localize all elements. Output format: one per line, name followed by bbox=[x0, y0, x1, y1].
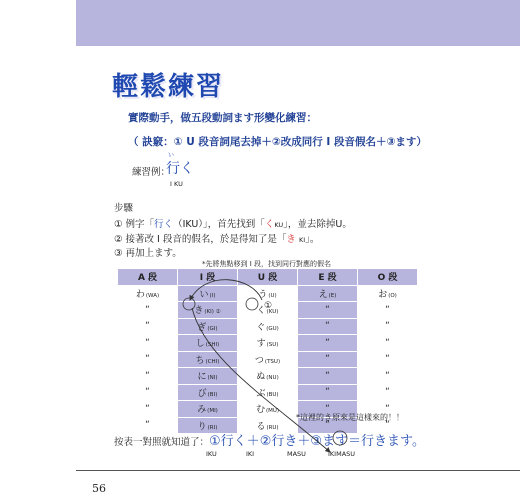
result-part-2: ②行き bbox=[259, 434, 298, 449]
kana: ぎ bbox=[197, 322, 207, 333]
step-1-text-f: 」，並去除掉U。 bbox=[283, 219, 352, 230]
result-romaji-1: IKU bbox=[206, 450, 217, 458]
romaji: (BI) bbox=[207, 391, 218, 398]
result-part-4: 行きます。 bbox=[361, 434, 425, 449]
step-2-text-a: ② 接著改 I 段音的假名，於是得知了是「 bbox=[114, 234, 287, 245]
kana: お bbox=[378, 289, 388, 300]
result-romaji-4: IKIMASU bbox=[328, 450, 356, 458]
result-circle-ki bbox=[333, 431, 347, 445]
romaji: (GI) bbox=[207, 325, 218, 332]
formula-text: （ 訣竅：① U 段音詞尾去掉＋②改成同行 I 段音假名＋③ます） bbox=[128, 136, 427, 148]
kana: ぬ bbox=[256, 372, 266, 383]
romaji: (SU) bbox=[266, 342, 279, 349]
bottom-rule bbox=[76, 470, 520, 471]
step-1-kana: く bbox=[264, 219, 275, 230]
step-1-word: 行く bbox=[154, 219, 174, 230]
instruction-text: 實際動手，做五段動詞ます形變化練習： bbox=[128, 112, 317, 124]
kana: み bbox=[197, 405, 207, 416]
kana: る bbox=[256, 421, 266, 432]
result-part-1: ①行く bbox=[209, 434, 247, 449]
romaji: (WA) bbox=[145, 292, 160, 299]
kana: し bbox=[195, 339, 205, 350]
kana-circle-ku bbox=[246, 298, 258, 310]
romaji: (I) bbox=[209, 292, 216, 299]
kana: “ bbox=[385, 321, 390, 332]
romaji: (CHI) bbox=[205, 358, 220, 365]
step-2-romaji: KI bbox=[298, 236, 306, 244]
result-plus-2: ＋ bbox=[297, 434, 311, 449]
example-label: 練習例： bbox=[132, 167, 171, 178]
header-a: A 段 bbox=[118, 269, 178, 286]
kana: “ bbox=[325, 370, 330, 381]
step-2-text-d: 」。 bbox=[305, 234, 320, 245]
step-1-text-a: ① 例字「 bbox=[114, 219, 155, 230]
romaji: (NI) bbox=[207, 375, 218, 382]
page-title: 輕鬆練習 bbox=[112, 72, 225, 102]
result-part-3: ③ます bbox=[310, 434, 349, 449]
romaji: (GU) bbox=[266, 325, 279, 332]
romaji: (NU) bbox=[266, 375, 279, 382]
kana: ぐ bbox=[256, 322, 266, 333]
kana: え bbox=[318, 289, 328, 300]
romaji: (E) bbox=[328, 292, 337, 299]
kana: “ bbox=[385, 403, 390, 414]
kana: “ bbox=[145, 387, 150, 398]
romaji: (TSU) bbox=[264, 358, 281, 365]
header-u: U 段 bbox=[238, 269, 298, 286]
result-romaji-2: IKI bbox=[246, 450, 255, 458]
romaji: (MI) bbox=[207, 408, 218, 415]
steps-title: 步驟 bbox=[114, 203, 134, 214]
kana: “ bbox=[325, 304, 330, 315]
kana: “ bbox=[385, 420, 390, 431]
kana: “ bbox=[325, 337, 330, 348]
page-number: 56 bbox=[92, 482, 106, 495]
result-romaji-3: MASU bbox=[287, 450, 306, 458]
romaji: (BU) bbox=[266, 391, 279, 398]
kana: “ bbox=[145, 403, 150, 414]
marker-one: ① bbox=[264, 301, 273, 311]
kana: “ bbox=[145, 354, 150, 365]
kana: わ bbox=[135, 289, 145, 300]
romaji: (O) bbox=[388, 292, 397, 299]
kana: “ bbox=[325, 354, 330, 365]
kana: い bbox=[199, 289, 209, 300]
kana: に bbox=[197, 372, 207, 383]
romaji: (KI) ② bbox=[204, 309, 221, 316]
romaji: (RI) bbox=[207, 424, 218, 431]
kana: “ bbox=[385, 387, 390, 398]
kana: く bbox=[256, 306, 266, 317]
kana: ぶ bbox=[256, 388, 266, 399]
footnote: *這裡的き原來是這樣來的！！ bbox=[296, 413, 404, 422]
kana: “ bbox=[385, 337, 390, 348]
kana: う bbox=[258, 289, 268, 300]
kana: つ bbox=[254, 355, 264, 366]
step-1-romaji: KU bbox=[274, 221, 284, 229]
kana: “ bbox=[385, 354, 390, 365]
kana: む bbox=[255, 405, 265, 416]
romaji: (SHI) bbox=[205, 342, 220, 349]
kana: “ bbox=[325, 420, 330, 431]
kana: “ bbox=[145, 420, 150, 431]
arrow-to-footnote bbox=[192, 308, 330, 452]
header-i: I 段 bbox=[178, 269, 238, 286]
example-furigana: い bbox=[168, 152, 175, 159]
kana: り bbox=[197, 421, 207, 432]
kana: “ bbox=[145, 321, 150, 332]
kana: び bbox=[197, 388, 207, 399]
step-3: ③ 再加上ます。 bbox=[114, 248, 182, 259]
kana: “ bbox=[385, 370, 390, 381]
step-1-text-c: （IKU）」，首先找到「 bbox=[173, 219, 265, 230]
romaji: (U) bbox=[268, 292, 277, 299]
kana-circle-ki bbox=[183, 298, 195, 310]
romaji: (MU) bbox=[265, 408, 280, 415]
kana: “ bbox=[145, 370, 150, 381]
example-romaji: I KU bbox=[170, 180, 183, 188]
romaji: (RU) bbox=[266, 424, 279, 431]
romaji: (KU) bbox=[266, 309, 279, 316]
kana: す bbox=[256, 339, 266, 350]
kana: き bbox=[194, 306, 204, 317]
header-e: E 段 bbox=[298, 269, 358, 286]
kana: “ bbox=[145, 337, 150, 348]
kana: “ bbox=[325, 403, 330, 414]
kana: “ bbox=[325, 321, 330, 332]
result-prefix: 按表一對照就知道了： bbox=[114, 437, 210, 448]
step-2-kana: き bbox=[286, 234, 296, 245]
header-o: O 段 bbox=[358, 269, 418, 286]
arrow-u-to-i bbox=[190, 280, 262, 300]
kana: “ bbox=[145, 304, 150, 315]
kana: ち bbox=[195, 355, 205, 366]
result-plus-1: ＋ bbox=[246, 434, 260, 449]
table-caption: *先將焦點移到 I 段，找到同行對應的假名 bbox=[202, 260, 332, 268]
kana: “ bbox=[385, 304, 390, 315]
example-kanji: 行く bbox=[166, 161, 194, 177]
result-equals: ＝ bbox=[348, 434, 362, 449]
kana: “ bbox=[325, 387, 330, 398]
